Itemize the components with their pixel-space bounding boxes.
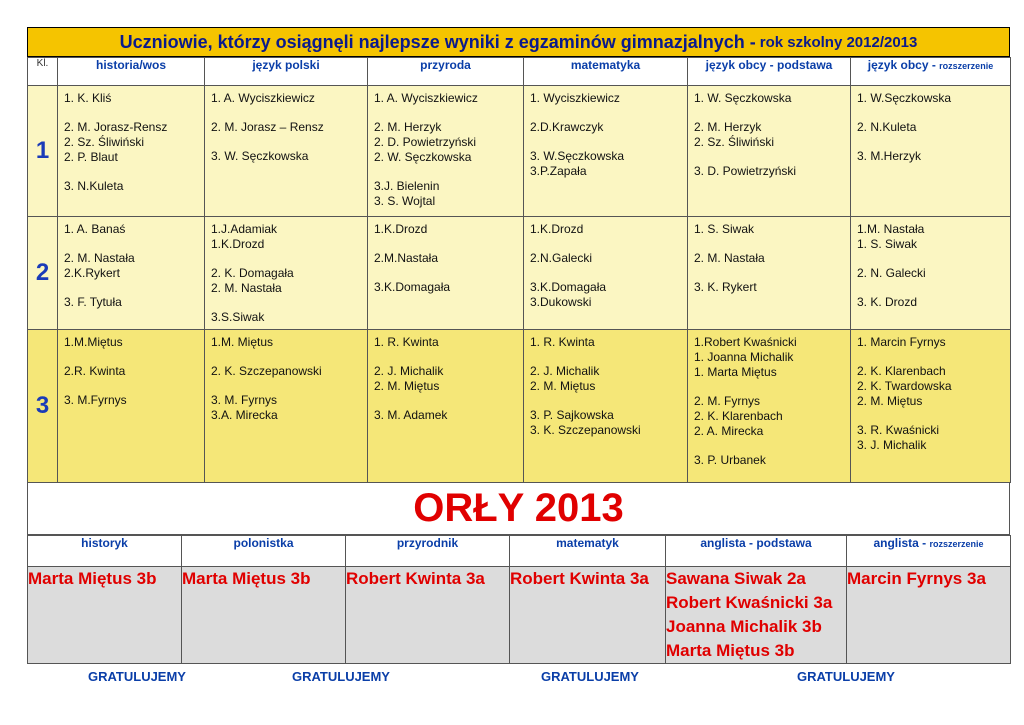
results-header-row [28,58,1011,86]
column-header: matematyka [524,58,688,86]
student-name: 2. K. Klarenbach [694,409,783,423]
result-cell-content [205,330,367,423]
group-gap [211,296,367,310]
group-gap [694,380,850,394]
student-name: 2. J. Michalik [374,364,444,378]
group-gap [64,237,204,251]
group-gap [64,350,204,364]
student-name: 3. F. Tytuła [64,295,122,309]
award-header: historyk [28,536,182,567]
winner-name: Robert Kwinta 3a [510,569,649,588]
group-gap [857,252,1010,266]
congrats-text: GRATULUJEMY [292,669,390,684]
column-header: historia/wos [58,58,205,86]
student-name: 3.J. Bielenin [374,179,440,193]
student-name: 3. M.Herzyk [857,149,922,163]
student-name: 2. N. Galecki [857,266,926,280]
result-cell [524,217,688,330]
result-cell-content [851,86,1010,164]
document [27,27,1010,664]
result-cell [205,86,368,217]
result-cell [368,86,524,217]
award-header: matematyk [510,536,666,567]
student-name: 3.K.Domagała [530,280,607,294]
student-name: 1. Joanna Michalik [694,350,794,364]
student-name: 2. M. Nastała [694,251,765,265]
student-name: 2. M. Jorasz – Rensz [211,120,324,134]
winner-cell [28,567,182,664]
result-cell [368,217,524,330]
result-cell-content [688,86,850,179]
student-name: 1. A. Wyciszkiewicz [211,91,315,105]
result-cell-content [58,330,204,408]
student-name: 1. Marcin Fyrnys [857,335,946,349]
student-name: 2. M. Miętus [530,379,596,393]
student-name: 2.M.Nastała [374,251,439,265]
group-gap [694,150,850,164]
group-gap [857,135,1010,149]
student-name: 2. K. Szczepanowski [211,364,322,378]
result-cell-content [524,330,687,438]
student-name: 2. M. Jorasz-Rensz [64,120,168,134]
result-cell-content [368,330,523,423]
column-header: język polski [205,58,368,86]
student-name: 3. M.Fyrnys [64,393,127,407]
student-name: 1.K.Drozd [211,237,265,251]
student-name: 2. N.Kuleta [857,120,917,134]
group-gap [857,281,1010,295]
group-gap [857,106,1010,120]
group-gap [530,106,687,120]
student-name: 1. A. Banaś [64,222,126,236]
student-name: 2.R. Kwinta [64,364,126,378]
student-name: 2. Sz. Śliwiński [694,135,775,149]
student-name: 1. R. Kwinta [374,335,439,349]
group-gap [374,237,523,251]
result-cell [688,86,851,217]
group-gap [211,135,367,149]
group-gap [530,237,687,251]
congrats-text: GRATULUJEMY [541,669,639,684]
student-name: 1. A. Wyciszkiewicz [374,91,478,105]
column-header: język obcy - podstawa [688,58,851,86]
column-header-suffix: rozszerzenie [939,61,994,71]
student-name: 2. W. Sęczkowska [374,150,472,164]
group-gap [694,237,850,251]
result-cell-content [205,86,367,164]
group-gap [374,165,523,179]
student-name: 3. W. Sęczkowska [211,149,309,163]
award-header: przyrodnik [346,536,510,567]
student-name: 3. K. Drozd [857,295,918,309]
group-gap [857,350,1010,364]
student-name: 3. M. Adamek [374,408,448,422]
result-cell [851,86,1011,217]
group-gap [211,350,367,364]
award-header [847,536,1011,567]
student-name: 3.S.Siwak [211,310,265,324]
student-name: 2. M. Herzyk [374,120,442,134]
student-name: 3.P.Zapała [530,164,587,178]
page-title [27,27,1010,57]
student-name: 1.M. Nastała [857,222,925,236]
title-sub: rok szkolny 2012/2013 [759,33,918,51]
student-name: 1.Robert Kwaśnicki [694,335,797,349]
student-name: 1. W.Sęczkowska [857,91,952,105]
group-gap [694,106,850,120]
results-body [28,86,1011,483]
class-number: 1 [28,86,58,217]
group-gap [694,266,850,280]
result-cell-content [688,330,850,468]
student-name: 2. P. Blaut [64,150,118,164]
student-name: 3.Dukowski [530,295,592,309]
congrats-text: GRATULUJEMY [797,669,895,684]
group-gap [211,252,367,266]
award-header-label: anglista - [873,536,930,550]
result-cell [851,217,1011,330]
student-name: 2. K. Twardowska [857,379,952,393]
student-name: 1. S. Siwak [694,222,755,236]
winner-name: Marta Miętus 3b [182,569,311,588]
result-cell [205,330,368,483]
student-name: 1. K. Kliś [64,91,112,105]
group-gap [374,394,523,408]
winner-name: Sawana Siwak 2a [666,569,806,588]
winner-name: Marta Miętus 3b [666,641,795,660]
winner-cell [346,567,510,664]
column-header [851,58,1011,86]
student-name: 3. K. Rykert [694,280,757,294]
award-header-suffix: rozszerzenie [929,539,984,549]
group-gap [530,135,687,149]
student-name: 3.A. Mirecka [211,408,278,422]
student-name: 3. J. Michalik [857,438,927,452]
student-name: 2. M. Nastała [64,251,135,265]
results-row [28,217,1011,330]
group-gap [530,394,687,408]
result-cell [524,330,688,483]
winner-cell [182,567,346,664]
student-name: 2. D. Powietrzyński [374,135,477,149]
result-cell-content [524,217,687,310]
student-name: 3. P. Sajkowska [530,408,614,422]
group-gap [64,106,204,120]
column-header: przyroda [368,58,524,86]
results-table [27,57,1011,483]
student-name: 1.M. Miętus [211,335,274,349]
student-name: 2.N.Galecki [530,251,593,265]
student-name: 2. M. Miętus [857,394,923,408]
title-main: Uczniowie, którzy osiągnęli najlepsze wyniki z egzaminów gimnazjalnych - [119,31,756,52]
group-gap [530,350,687,364]
result-cell-content [851,330,1010,453]
group-gap [857,409,1010,423]
winner-cell [510,567,666,664]
award-header: polonistka [182,536,346,567]
result-cell [58,86,205,217]
student-name: 1.M.Miętus [64,335,123,349]
results-row [28,86,1011,217]
group-gap [64,281,204,295]
result-cell [58,330,205,483]
student-name: 2. M. Nastała [211,281,282,295]
awards-winners-row [28,567,1011,664]
student-name: 3.K.Domagała [374,280,451,294]
results-row [28,330,1011,483]
student-name: 1.J.Adamiak [211,222,278,236]
award-header: anglista - podstawa [666,536,847,567]
group-gap [64,165,204,179]
student-name: 2.D.Krawczyk [530,120,604,134]
student-name: 2. Sz. Śliwiński [64,135,145,149]
result-cell [205,217,368,330]
group-gap [211,379,367,393]
student-name: 2.K.Rykert [64,266,121,280]
result-cell-content [524,86,687,179]
student-name: 2. J. Michalik [530,364,600,378]
student-name: 1. Wyciszkiewicz [530,91,620,105]
student-name: 3. P. Urbanek [694,453,766,467]
result-cell [524,86,688,217]
winner-cell [666,567,847,664]
result-cell [688,330,851,483]
student-name: 2. A. Mirecka [694,424,764,438]
student-name: 3. W.Sęczkowska [530,149,625,163]
student-name: 1. W. Sęczkowska [694,91,792,105]
student-name: 2. M. Herzyk [694,120,762,134]
winner-cell [847,567,1011,664]
congrats-text: GRATULUJEMY [88,669,186,684]
group-gap [530,266,687,280]
result-cell-content [368,86,523,209]
student-name: 2. K. Klarenbach [857,364,946,378]
class-number: 2 [28,217,58,330]
group-gap [64,379,204,393]
group-gap [374,106,523,120]
winner-name: Robert Kwinta 3a [346,569,485,588]
orly-banner: ORŁY 2013 [27,483,1010,535]
student-name: 2. M. Fyrnys [694,394,761,408]
student-name: 3. M. Fyrnys [211,393,278,407]
class-number: 3 [28,330,58,483]
awards-table [27,535,1011,664]
student-name: 1. R. Kwinta [530,335,595,349]
winner-name: Joanna Michalik 3b [666,617,822,636]
student-name: 3. N.Kuleta [64,179,124,193]
result-cell-content [58,217,204,310]
group-gap [694,439,850,453]
student-name: 1.K.Drozd [530,222,584,236]
result-cell-content [58,86,204,194]
result-cell-content [205,217,367,325]
winner-name: Marta Miętus 3b [28,569,157,588]
group-gap [374,266,523,280]
student-name: 3. S. Wojtal [374,194,436,208]
result-cell [368,330,524,483]
result-cell-content [851,217,1010,310]
student-name: 2. K. Domagała [211,266,294,280]
student-name: 1. S. Siwak [857,237,918,251]
student-name: 2. M. Miętus [374,379,440,393]
group-gap [211,106,367,120]
result-cell [851,330,1011,483]
student-name: 3. D. Powietrzyński [694,164,797,178]
result-cell [58,217,205,330]
awards-header-row [28,536,1011,567]
student-name: 3. R. Kwaśnicki [857,423,940,437]
student-name: 1. Marta Miętus [694,365,777,379]
student-name: 3. K. Szczepanowski [530,423,641,437]
class-header: Kl. [28,58,58,86]
result-cell-content [368,217,523,295]
winner-name: Robert Kwaśnicki 3a [666,593,833,612]
column-header-label: język obcy - [867,58,940,72]
result-cell-content [688,217,850,295]
winner-name: Marcin Fyrnys 3a [847,569,986,588]
student-name: 1.K.Drozd [374,222,428,236]
result-cell [688,217,851,330]
group-gap [374,350,523,364]
